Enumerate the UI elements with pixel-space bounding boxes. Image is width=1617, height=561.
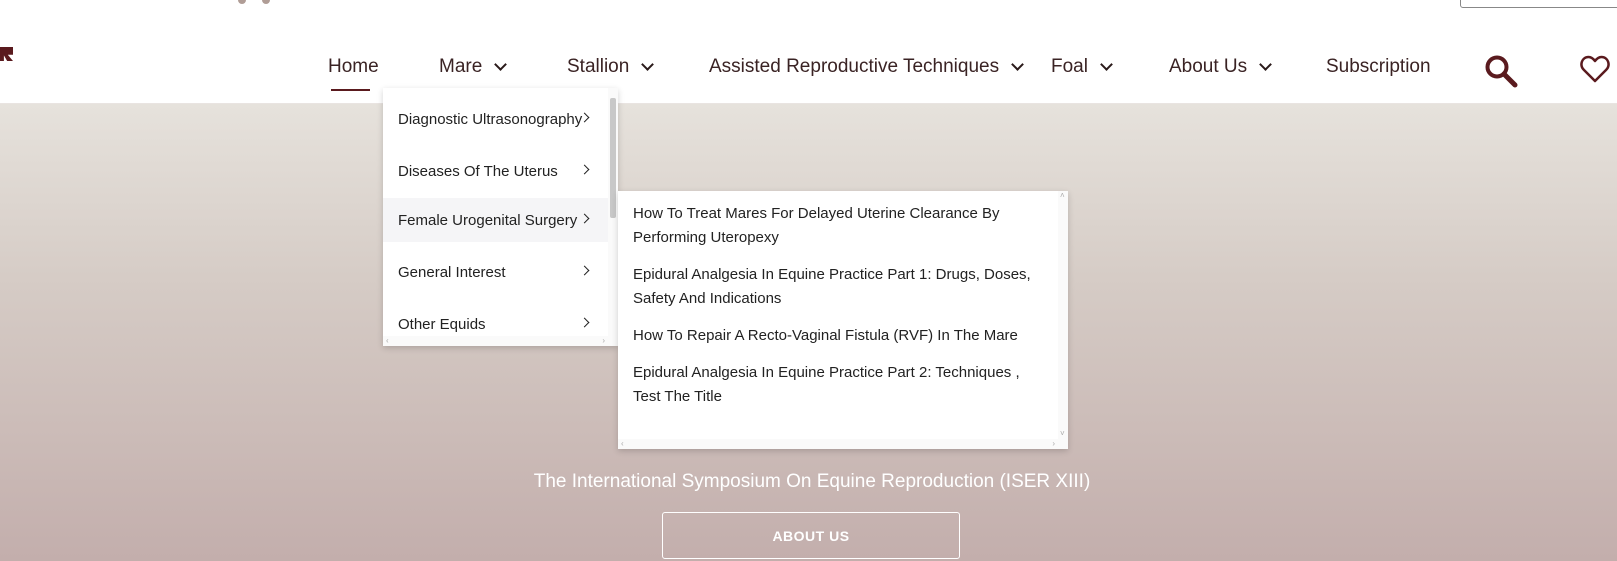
chevron-down-icon — [1259, 58, 1272, 71]
flyout-link[interactable]: Epidural Analgesia In Equine Practice Part 2: Techniques , Test The Title — [633, 364, 1020, 405]
scrollbar-thumb[interactable] — [610, 98, 616, 218]
nav-stallion[interactable] — [567, 56, 652, 78]
vertical-scrollbar[interactable] — [1058, 191, 1068, 439]
about-us-button[interactable]: ABOUT US — [662, 512, 960, 559]
nav-foal[interactable] — [1051, 56, 1111, 78]
flyout-link[interactable]: How To Treat Mares For Delayed Uterine Clearance By Performing Uteropexy — [633, 205, 1000, 246]
horizontal-scrollbar[interactable] — [618, 439, 1068, 449]
flyout-link[interactable]: Epidural Analgesia In Equine Practice Part 1: Drugs, Doses, Safety And Indications — [633, 266, 1031, 307]
scroll-right-icon[interactable]: › — [602, 336, 605, 345]
scroll-left-icon[interactable]: ‹ — [386, 336, 389, 345]
nav-about-label: About Us — [1169, 56, 1248, 77]
heart-icon[interactable] — [1580, 55, 1610, 83]
hero-title: The International Symposium On Equine Reproduction (ISER XIII) — [533, 471, 1091, 492]
menu-item-label: Other Equids — [398, 315, 486, 333]
mare-menu-item[interactable] — [383, 97, 608, 141]
nav-mare-label: Mare — [439, 56, 483, 77]
menu-item-label: General Interest — [398, 263, 506, 281]
search-icon[interactable] — [1484, 54, 1518, 88]
nav-subscription[interactable] — [1326, 56, 1431, 78]
mare-menu-item-highlighted[interactable] — [383, 198, 608, 242]
active-nav-underline — [331, 89, 370, 91]
scroll-right-icon[interactable]: › — [1052, 439, 1055, 448]
chevron-down-icon — [1100, 58, 1113, 71]
mare-dropdown-menu — [383, 88, 618, 346]
scroll-down-icon[interactable]: ˅ — [1060, 429, 1065, 438]
site-logo[interactable] — [0, 47, 16, 73]
nav-stallion-label: Stallion — [567, 56, 630, 77]
menu-item-label: Female Urogenital Surgery — [398, 211, 578, 229]
menu-item-label: Diagnostic Ultrasonography — [398, 110, 583, 128]
chevron-right-icon — [580, 266, 590, 276]
chevron-down-icon — [1011, 58, 1024, 71]
scroll-left-icon[interactable]: ‹ — [621, 439, 624, 448]
nav-mare[interactable] — [439, 56, 505, 78]
horizontal-scrollbar[interactable] — [383, 336, 618, 346]
chevron-right-icon — [580, 214, 590, 224]
top-decoration — [238, 0, 308, 6]
site-header — [0, 0, 1617, 104]
chevron-down-icon — [641, 58, 654, 71]
nav-about-us[interactable] — [1169, 56, 1270, 78]
nav-subscription-label: Subscription — [1326, 56, 1431, 77]
chevron-right-icon — [580, 318, 590, 328]
vertical-scrollbar[interactable] — [608, 88, 618, 336]
nav-home-label: Home — [328, 56, 379, 77]
mare-menu-item[interactable] — [383, 250, 608, 294]
scroll-up-icon[interactable]: ˄ — [1060, 191, 1065, 200]
flyout-link[interactable]: How To Repair A Recto-Vaginal Fistula (RVF) In The Mare — [633, 327, 1018, 344]
nav-assisted-reproductive-techniques[interactable] — [709, 56, 1022, 78]
nav-home[interactable] — [328, 56, 379, 78]
nav-art-label: Assisted Reproductive Techniques — [709, 56, 1000, 77]
mare-menu-item[interactable] — [383, 149, 608, 193]
menu-item-label: Diseases Of The Uterus — [398, 162, 558, 180]
chevron-right-icon — [580, 165, 590, 175]
top-right-field[interactable] — [1460, 0, 1617, 8]
nav-foal-label: Foal — [1051, 56, 1088, 77]
logo-mark — [0, 47, 13, 61]
chevron-down-icon — [494, 58, 507, 71]
surgery-flyout-menu — [618, 191, 1068, 449]
